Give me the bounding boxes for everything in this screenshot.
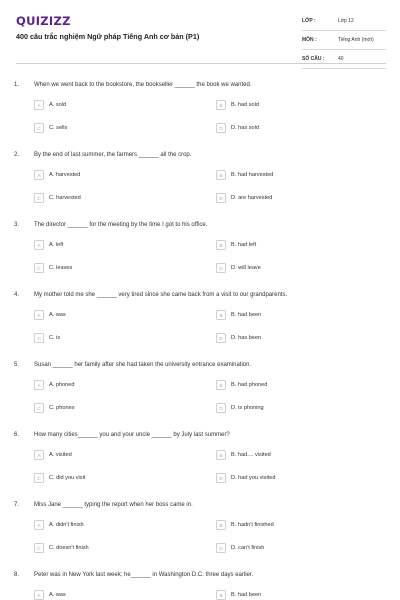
- answer-option-b[interactable]: [216, 520, 274, 530]
- meta-subject-label: MÔN :: [302, 37, 317, 43]
- option-letter-badge: B: [216, 240, 226, 250]
- answer-option-a[interactable]: [34, 100, 66, 110]
- option-letter-badge: D: [216, 193, 226, 203]
- option-letter-badge: D: [216, 473, 226, 483]
- option-text: D. is phoning: [231, 405, 264, 411]
- question-item: [0, 214, 400, 284]
- option-text: A. was: [49, 312, 66, 318]
- answer-option-b[interactable]: [216, 240, 256, 250]
- option-text: A. phoned: [49, 382, 75, 388]
- option-letter-badge: B: [216, 310, 226, 320]
- meta-class-label: LỚP :: [302, 18, 316, 24]
- answer-option-c[interactable]: [34, 123, 67, 133]
- option-text: A. didn't finish: [49, 522, 84, 528]
- option-letter-badge: B: [216, 590, 226, 600]
- option-letter-badge: C: [34, 263, 44, 273]
- option-text: B. had been: [231, 312, 262, 318]
- question-text: Miss Jane ______ typing the report when her boss came in.: [34, 502, 193, 508]
- answer-option-c[interactable]: [34, 403, 75, 413]
- option-letter-badge: B: [216, 450, 226, 460]
- document-title: 400 câu trắc nghiệm Ngữ pháp Tiếng Anh cơ bản (P1): [16, 32, 200, 41]
- answer-option-a[interactable]: [34, 310, 66, 320]
- meta-subject-row: [302, 31, 386, 50]
- option-text: A. sold: [49, 102, 67, 108]
- answer-option-a[interactable]: [34, 450, 72, 460]
- question-item: [0, 284, 400, 354]
- option-letter-badge: C: [34, 123, 44, 133]
- option-letter-badge: A: [34, 450, 44, 460]
- option-letter-badge: D: [216, 543, 226, 553]
- option-text: C. phones: [49, 405, 75, 411]
- option-text: A. harvested: [49, 172, 81, 178]
- question-text: When we went back to the bookstore, the bookseller ______ the book we wanted.: [34, 82, 252, 88]
- question-text: How many cities______ you and your uncle ______ by July last summer?: [34, 432, 230, 438]
- answer-option-a[interactable]: [34, 590, 66, 600]
- answer-option-a[interactable]: [34, 520, 84, 530]
- option-text: C. did you visit: [49, 475, 86, 481]
- option-letter-badge: A: [34, 520, 44, 530]
- option-letter-badge: C: [34, 333, 44, 343]
- header-divider: [16, 63, 386, 64]
- question-text: Susan ______ her family after she had taken the university entrance examination.: [34, 362, 252, 368]
- question-number: 8.: [14, 572, 20, 578]
- option-letter-badge: D: [216, 333, 226, 343]
- answer-option-c[interactable]: [34, 193, 81, 203]
- answer-option-d[interactable]: [216, 123, 259, 133]
- option-text: B. hadn't finished: [231, 522, 274, 528]
- answer-option-d[interactable]: [216, 263, 261, 273]
- option-letter-badge: C: [34, 473, 44, 483]
- worksheet-meta: [302, 12, 386, 69]
- option-letter-badge: A: [34, 380, 44, 390]
- option-text: D. can't finish: [231, 545, 265, 551]
- option-text: B. had sold: [231, 102, 259, 108]
- answer-option-b[interactable]: [216, 310, 261, 320]
- option-letter-badge: B: [216, 380, 226, 390]
- option-text: C. doesn't finish: [49, 545, 89, 551]
- question-text: The director ______ for the meeting by the time I got to his office.: [34, 222, 208, 228]
- answer-option-b[interactable]: [216, 100, 259, 110]
- question-text: My mother told me she ______ very tired since she came back from a visit to our grandparents.: [34, 292, 288, 298]
- option-letter-badge: A: [34, 170, 44, 180]
- question-number: 7.: [14, 502, 20, 508]
- option-text: C. harvested: [49, 195, 81, 201]
- option-text: B. had left: [231, 242, 257, 248]
- meta-class-row: [302, 12, 386, 31]
- option-letter-badge: A: [34, 310, 44, 320]
- question-item: [0, 424, 400, 494]
- answer-option-d[interactable]: [216, 403, 264, 413]
- answer-option-a[interactable]: [34, 380, 75, 390]
- worksheet-header: [0, 0, 400, 70]
- option-text: A. visited: [49, 452, 72, 458]
- quizizz-logo: QUIZIZZ: [16, 14, 71, 28]
- option-text: D. are harvested: [231, 195, 273, 201]
- question-number: 1.: [14, 82, 20, 88]
- option-letter-badge: C: [34, 403, 44, 413]
- question-number: 2.: [14, 152, 20, 158]
- option-text: A. left: [49, 242, 64, 248]
- answer-option-b[interactable]: [216, 380, 267, 390]
- answer-option-c[interactable]: [34, 473, 85, 483]
- option-letter-badge: C: [34, 543, 44, 553]
- answer-option-c[interactable]: [34, 263, 72, 273]
- option-letter-badge: C: [34, 193, 44, 203]
- question-number: 3.: [14, 222, 20, 228]
- option-letter-badge: B: [216, 100, 226, 110]
- question-number: 5.: [14, 362, 20, 368]
- meta-count-row: [302, 50, 386, 69]
- option-text: D. had you visited: [231, 475, 276, 481]
- option-letter-badge: D: [216, 263, 226, 273]
- answer-option-a[interactable]: [34, 170, 80, 180]
- meta-count-label: SỐ CÂU :: [302, 56, 325, 62]
- option-text: B. had.... visited: [231, 452, 271, 458]
- answer-option-d[interactable]: [216, 543, 264, 553]
- option-letter-badge: B: [216, 170, 226, 180]
- option-text: A. was: [49, 592, 66, 598]
- option-text: B. had harvested: [231, 172, 274, 178]
- question-item: [0, 494, 400, 564]
- option-letter-badge: A: [34, 100, 44, 110]
- meta-subject-value: Tiếng Anh (mới): [338, 37, 374, 43]
- question-number: 4.: [14, 292, 20, 298]
- answer-option-a[interactable]: [34, 240, 63, 250]
- question-item: [0, 354, 400, 424]
- answer-option-d[interactable]: [216, 333, 261, 343]
- option-text: C. leaves: [49, 265, 73, 271]
- answer-option-c[interactable]: [34, 543, 89, 553]
- meta-class-value: Lớp 12: [338, 18, 354, 24]
- option-text: C. is: [49, 335, 61, 341]
- meta-count-value: 40: [338, 56, 344, 62]
- option-letter-badge: B: [216, 520, 226, 530]
- answer-option-b[interactable]: [216, 450, 271, 460]
- option-text: B. had phoned: [231, 382, 268, 388]
- answer-option-d[interactable]: [216, 473, 275, 483]
- answer-option-b[interactable]: [216, 170, 273, 180]
- answer-option-b[interactable]: [216, 590, 261, 600]
- question-list: [0, 74, 400, 600]
- question-item: [0, 564, 400, 600]
- option-letter-badge: D: [216, 403, 226, 413]
- option-text: D. has sold: [231, 125, 259, 131]
- option-text: B. had been: [231, 592, 262, 598]
- option-text: D. has been: [231, 335, 262, 341]
- question-text: Peter was in New York last week; he______ in Washington D.C. three days earlier.: [34, 572, 254, 578]
- option-letter-badge: A: [34, 590, 44, 600]
- question-number: 6.: [14, 432, 20, 438]
- option-letter-badge: D: [216, 123, 226, 133]
- option-text: D. will leave: [231, 265, 261, 271]
- answer-option-c[interactable]: [34, 333, 60, 343]
- option-text: C. sells: [49, 125, 68, 131]
- answer-option-d[interactable]: [216, 193, 272, 203]
- option-letter-badge: A: [34, 240, 44, 250]
- question-item: [0, 74, 400, 144]
- question-item: [0, 144, 400, 214]
- question-text: By the end of last summer, the farmers ______ all the crop.: [34, 152, 192, 158]
